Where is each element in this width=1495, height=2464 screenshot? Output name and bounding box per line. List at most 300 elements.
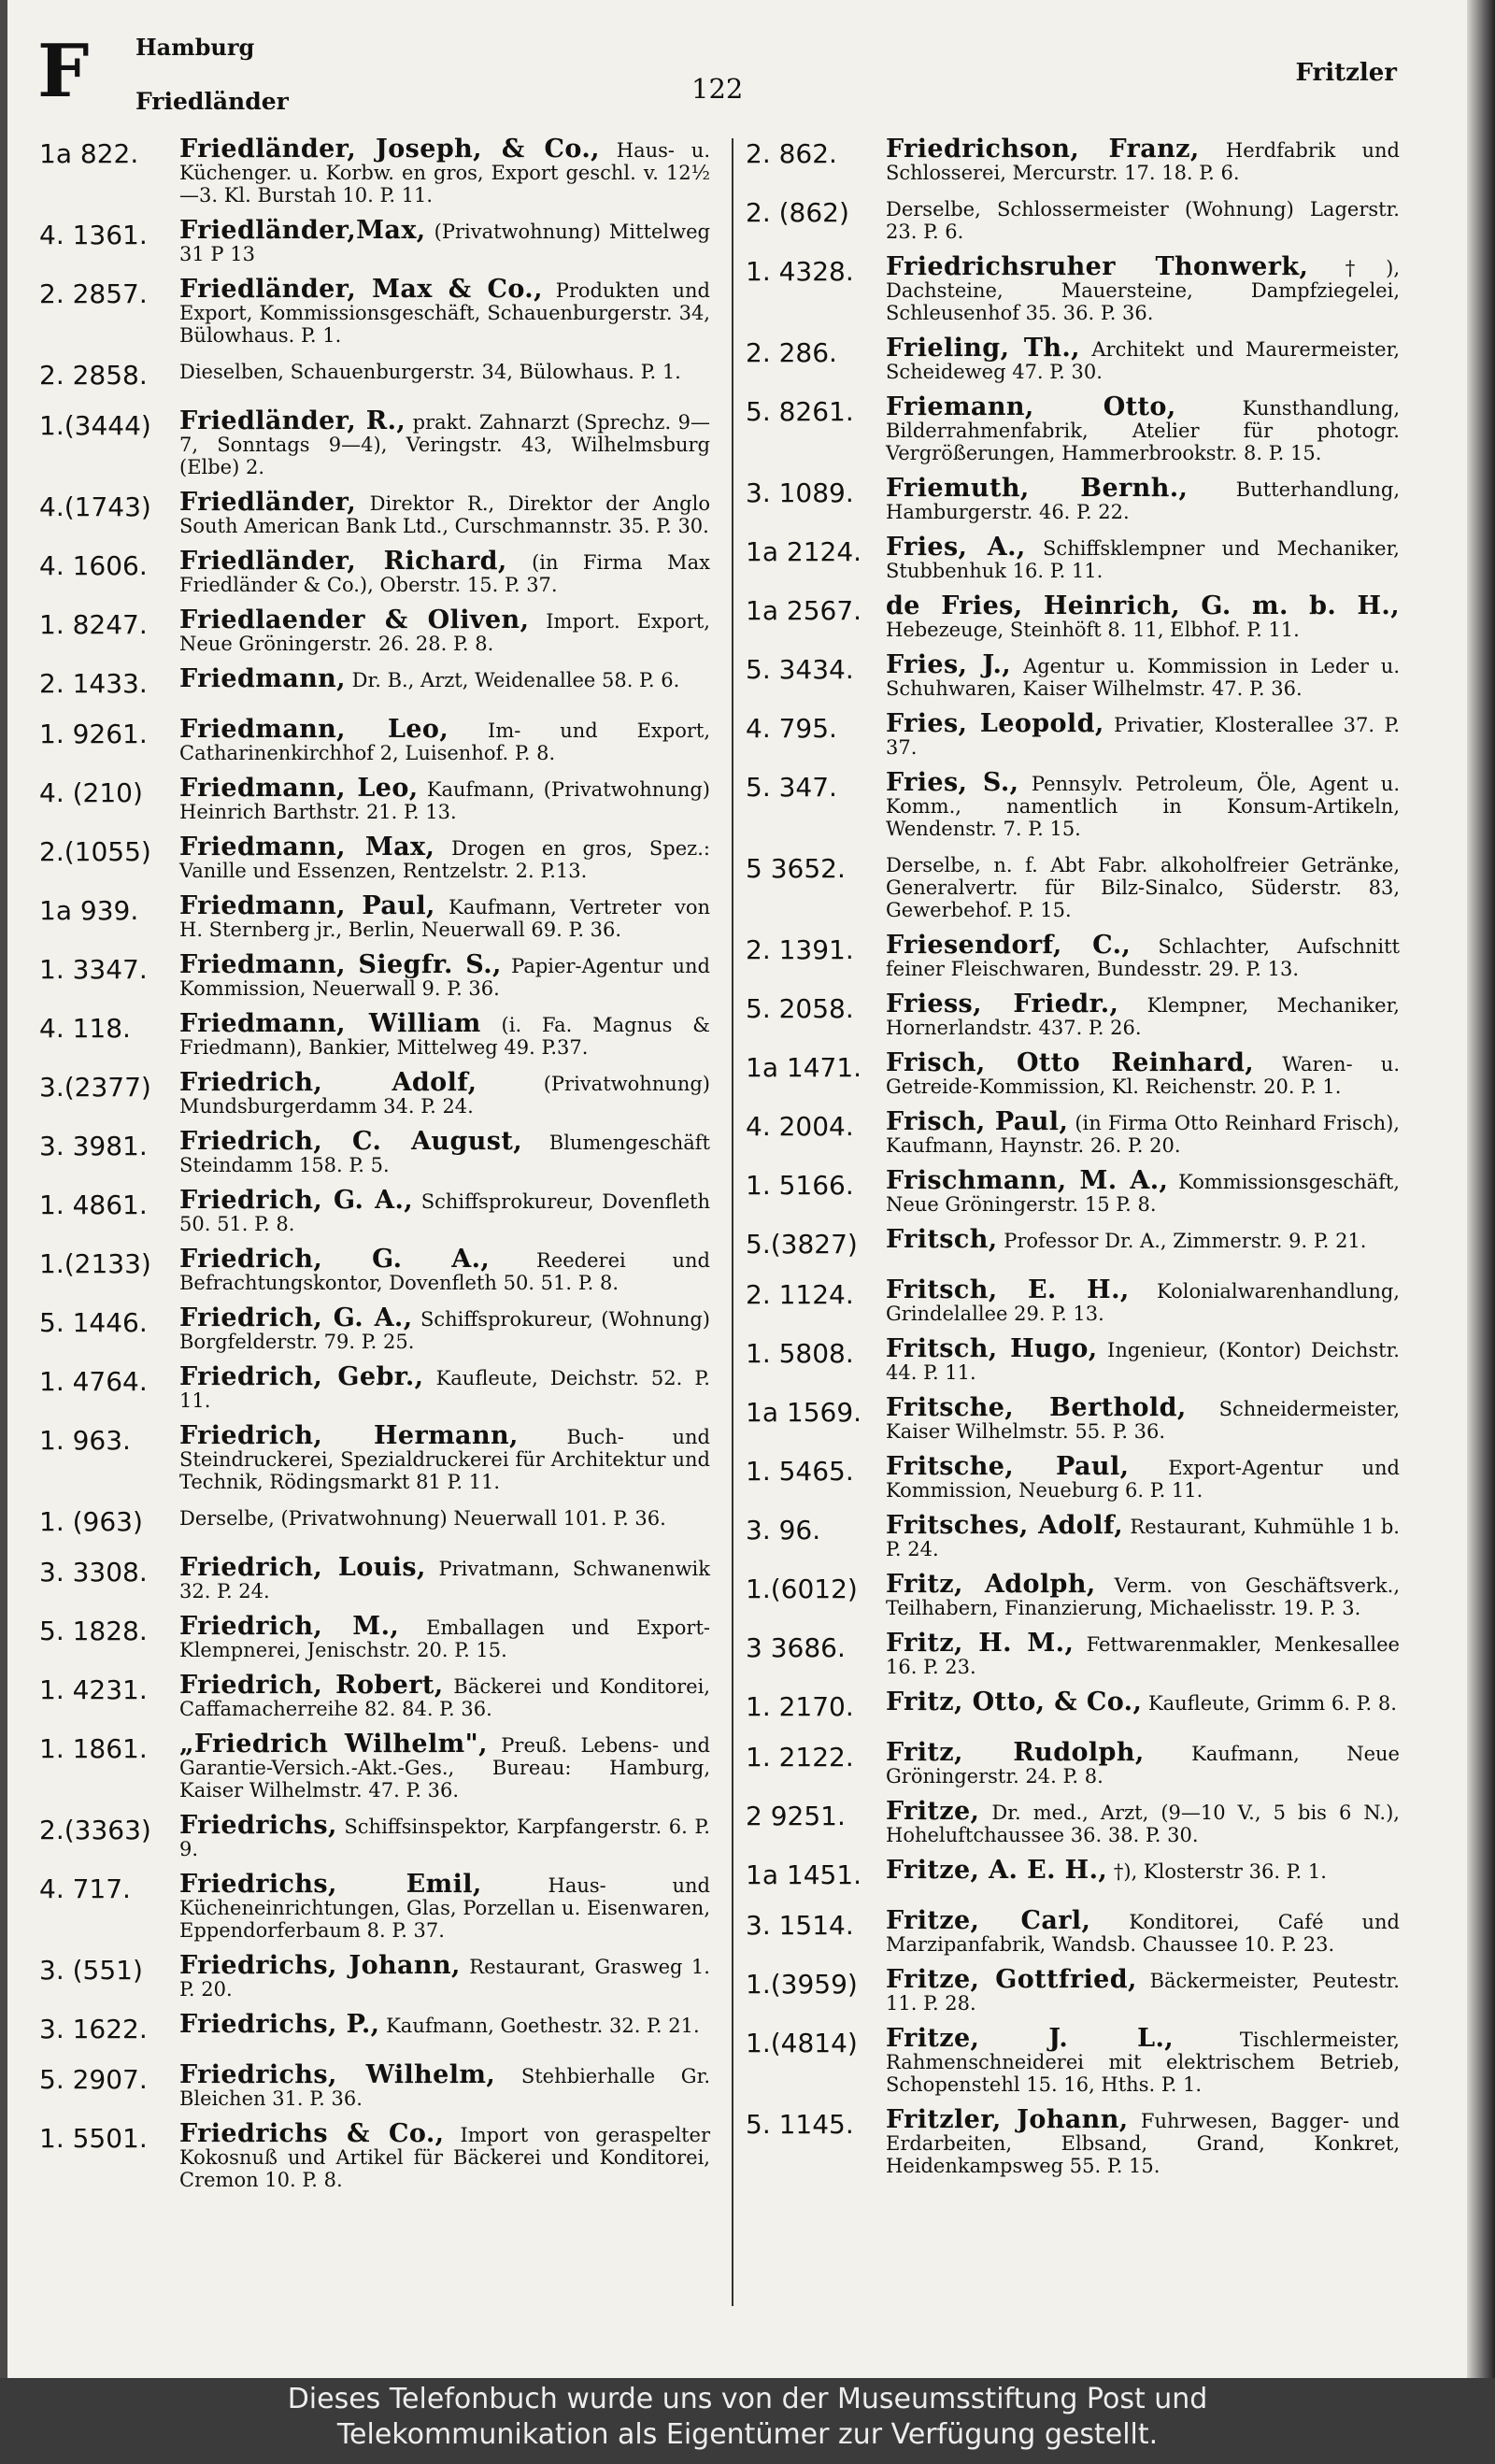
directory-entry: [39, 1671, 710, 1720]
entry-details: Kolonialwarenhandlung, Grindelallee 29. P. 13.: [886, 1280, 1400, 1325]
entry-name: Friedländer, R.,: [179, 406, 406, 435]
entry-text: [886, 1225, 1400, 1254]
entry-details: Professor Dr. A., Zimmerstr. 9. P. 21.: [1004, 1230, 1367, 1252]
phone-number: 1. 4328.: [746, 256, 854, 287]
entry-name: Friedländer,Max,: [179, 216, 426, 245]
entry-details: Stehbierhalle Gr. Bleichen 31. P. 36.: [179, 2065, 710, 2110]
entry-text: [179, 135, 710, 207]
entry-details: Dieselben, Schauenburgerstr. 34, Bülowhaus. P. 1.: [179, 361, 681, 383]
entry-text: [179, 1553, 710, 1602]
directory-entry: [39, 547, 710, 596]
entry-details: Restaurant, Kuhmühle 1 b. P. 24.: [886, 1516, 1400, 1560]
phone-number: 3. (551): [39, 1955, 143, 1986]
entry-text: [179, 1506, 710, 1530]
directory-entry: [746, 1225, 1400, 1266]
entry-details: Produkten und Export, Kommissionsgeschäft, Schauenburgerstr. 34, Bülowhaus. P. 1.: [179, 279, 710, 347]
entry-name: Frisch, Paul,: [886, 1107, 1069, 1136]
phone-number: 1.(6012): [746, 1574, 858, 1604]
phone-number: 1. 2170.: [746, 1691, 854, 1722]
entry-details: Privatmann, Schwanenwik 32. P. 24.: [179, 1558, 710, 1602]
entry-details: Klempner, Mechaniker, Hornerlandstr. 437. P. 26.: [886, 994, 1400, 1039]
entry-details: Import. Export, Neue Gröningerstr. 26. 28. P. 8.: [179, 610, 710, 655]
phone-number: 4. (210): [39, 777, 143, 808]
entry-text: [886, 990, 1400, 1039]
directory-entry: [39, 1506, 710, 1544]
directory-entry: [746, 1166, 1400, 1216]
phone-number: 1. 963.: [39, 1425, 131, 1456]
footer-notice: [0, 2378, 1495, 2464]
entry-details: (Privatwohnung) Mittelweg 31 P 13: [179, 221, 710, 265]
entry-name: Friedrich, G. A.,: [179, 1303, 413, 1332]
entry-details: Waren- u. Getreide-Kommission, Kl. Reichenstr. 20. P. 1.: [886, 1053, 1400, 1098]
entry-text: [886, 1511, 1400, 1560]
entry-name: Friedrichs, P.,: [179, 2010, 380, 2039]
right-column: [746, 135, 1400, 2190]
directory-entry: [39, 275, 710, 347]
phone-number: 1a 1451.: [746, 1859, 862, 1890]
entry-name: Friedrich, G. A.,: [179, 1245, 491, 1274]
entry-details: Derselbe, Schlossermeister (Wohnung) Lagerstr. 23. P. 6.: [886, 198, 1400, 243]
directory-entry: [746, 1275, 1400, 1325]
entry-name: Friedrich, Louis,: [179, 1553, 426, 1582]
directory-entry: [746, 853, 1400, 921]
phone-number: 3 3686.: [746, 1632, 846, 1663]
phone-number: 3. 1514.: [746, 1910, 854, 1941]
entry-text: [179, 216, 710, 265]
entry-details: Schlachter, Aufschnitt feiner Fleischwaren, Bundesstr. 29. P. 13.: [886, 935, 1400, 980]
entry-name: Friemann, Otto,: [886, 392, 1176, 421]
phone-number: 2 9251.: [746, 1801, 846, 1831]
entry-name: Friedmann, William: [179, 1009, 481, 1038]
entry-name: „Friedrich Wilhelm",: [179, 1730, 488, 1759]
entry-details: Schiffsprokureur, (Wohnung) Borgfelderstr. 79. P. 25.: [179, 1308, 711, 1353]
entry-name: Friedrichs, Emil,: [179, 1870, 482, 1899]
entry-details: (in Firma Otto Reinhard Frisch), Kaufmann, Haynstr. 26. P. 20.: [886, 1112, 1400, 1157]
entry-text: [179, 1245, 711, 1294]
entry-details: Kaufleute, Grimm 6. P. 8.: [1147, 1692, 1397, 1715]
section-letter: F: [37, 29, 90, 114]
directory-entry: [39, 1009, 710, 1059]
phone-number: 1. (963): [39, 1506, 143, 1537]
phone-number: 5. 1446.: [39, 1307, 148, 1338]
entry-name: Friesendorf, C.,: [886, 931, 1132, 960]
directory-entry: [39, 2060, 710, 2110]
entry-name: Fries, S.,: [886, 768, 1019, 797]
directory-entry: [746, 1965, 1400, 2015]
phone-number: 5. 347.: [746, 772, 837, 803]
entry-name: Friedlaender & Oliven,: [179, 605, 530, 634]
directory-entry: [746, 1797, 1400, 1846]
entry-text: [886, 931, 1400, 980]
entry-text: [886, 1107, 1400, 1157]
directory-entry: [746, 990, 1400, 1039]
entry-details: Kaufmann, (Privatwohnung) Heinrich Barthstr. 21. P. 13.: [179, 778, 710, 823]
phone-number: 3. 1089.: [746, 477, 854, 508]
entry-text: [886, 650, 1400, 700]
entry-text: [179, 950, 710, 1000]
footer-line-1: Dieses Telefonbuch wurde uns von der Museumsstiftung Post und: [287, 2383, 1208, 2415]
directory-entry: [746, 931, 1400, 980]
directory-entry: [39, 891, 710, 941]
phone-number: 4. 1606.: [39, 550, 148, 581]
entry-details: Papier-Agentur und Kommission, Neuerwall 9. P. 36.: [179, 955, 710, 1000]
entry-name: Friedmann, Siegfr. S.,: [179, 950, 502, 979]
entry-text: [179, 1951, 710, 2001]
entry-name: Friedrichs & Co.,: [179, 2119, 445, 2148]
phone-number: 1. 4861.: [39, 1189, 148, 1220]
phone-number: 5. 2907.: [39, 2064, 148, 2095]
entry-details: Hebezeuge, Steinhöft 8. 11, Elbhof. P. 11.: [886, 619, 1300, 641]
directory-entry: [39, 1421, 710, 1493]
entry-text: [886, 197, 1400, 243]
footer-line-2: Telekommunikation als Eigentümer zur Verfügung gestellt.: [336, 2418, 1159, 2451]
header-last-name: Fritzler: [1295, 59, 1397, 87]
entry-text: [886, 2105, 1400, 2177]
entry-name: Fritze, Gottfried,: [886, 1965, 1137, 1994]
entry-details: Butterhandlung, Hamburgerstr. 46. P. 22.: [886, 478, 1400, 523]
entry-details: Reederei und Befrachtungskontor, Dovenfleth 50. 51. P. 8.: [179, 1249, 711, 1294]
entry-text: [179, 547, 710, 596]
phone-number: 5. 1828.: [39, 1616, 148, 1646]
entry-text: [179, 664, 710, 693]
directory-entry: [39, 1870, 710, 1942]
entry-details: Import von geraspelter Kokosnuß und Artikel für Bäckerei und Konditorei, Cremon 10. P. 8.: [179, 2124, 710, 2191]
entry-name: Friess, Friedr.,: [886, 990, 1119, 1018]
phone-number: 1.(2133): [39, 1248, 151, 1279]
entry-text: [886, 1797, 1400, 1846]
entry-text: [179, 1009, 710, 1059]
entry-name: Friedländer, Joseph, & Co.,: [179, 135, 600, 164]
directory-entry: [746, 1738, 1400, 1787]
entry-text: [886, 1570, 1400, 1619]
entry-details: Preuß. Lebens- und Garantie-Versich.-Akt.-Ges., Bureau: Hamburg, Kaiser Wilhelmstr. 47. P. 36.: [179, 1734, 710, 1802]
directory-entry: [39, 664, 710, 705]
entry-text: [179, 1671, 710, 1720]
entry-name: Fritsche, Berthold,: [886, 1393, 1187, 1422]
entry-name: Friedrich, Robert,: [179, 1671, 444, 1700]
phone-number: 1. 5808.: [746, 1338, 854, 1369]
phone-number: 4. 2004.: [746, 1111, 854, 1142]
directory-entry: [39, 2119, 710, 2191]
phone-number: 3. 96.: [746, 1515, 821, 1545]
entry-details: Ingenieur, (Kontor) Deichstr. 44. P. 11.: [886, 1339, 1400, 1384]
entry-name: Fritz, Adolph,: [886, 1570, 1096, 1599]
entry-text: [179, 1362, 710, 1412]
entry-text: [886, 1275, 1400, 1325]
directory-entry: [39, 1730, 710, 1802]
phone-number: 4. 717.: [39, 1873, 131, 1904]
entry-details: Haus- u. Küchenger. u. Korbw. en gros, Export geschl. v. 12½—3. Kl. Burstah 10. P. 11.: [179, 139, 710, 207]
directory-entry: [746, 1629, 1400, 1678]
entry-text: [179, 1068, 710, 1118]
directory-entry: [39, 950, 710, 1000]
entry-details: Fettwarenmakler, Menkesallee 16. P. 23.: [886, 1633, 1400, 1678]
entry-details: Restaurant, Grasweg 1. P. 20.: [179, 1956, 710, 2001]
directory-entry: [746, 135, 1400, 184]
entry-text: [886, 135, 1400, 184]
phone-number: 2. 862.: [746, 138, 837, 169]
phone-number: 1a 1471.: [746, 1052, 862, 1083]
entry-text: [179, 715, 710, 764]
phone-number: 3. 3308.: [39, 1557, 148, 1588]
directory-entry: [746, 533, 1400, 582]
directory-entry: [746, 2024, 1400, 2096]
entry-details: Verm. von Geschäftsverk., Teilhabern, Finanzierung, Michaelisstr. 19. P. 3.: [886, 1574, 1400, 1619]
entry-details: (in Firma Max Friedländer & Co.), Oberstr. 15. P. 37.: [179, 551, 710, 596]
phone-number: 5.(3827): [746, 1229, 858, 1260]
directory-entry: [39, 1303, 711, 1353]
directory-entry: [39, 1127, 710, 1176]
entry-details: Kunsthandlung, Bilderrahmenfabrik, Atelier für photogr. Vergrößerungen, Hammerbrookstr. 8. P. 15.: [886, 397, 1400, 464]
phone-number: 1. 9261.: [39, 719, 148, 749]
entry-text: [886, 533, 1400, 582]
entry-text: [886, 768, 1400, 840]
entry-name: Friedrichs,: [179, 1811, 337, 1840]
header-first-name: Friedländer: [135, 88, 289, 115]
directory-entry: [39, 1951, 710, 2001]
phone-number: 1. 1861.: [39, 1733, 148, 1764]
entry-name: Friedrich, Adolf,: [179, 1068, 477, 1097]
directory-entry: [746, 1452, 1400, 1502]
entry-details: Kaufmann, Vertreter von H. Sternberg jr., Berlin, Neuerwall 69. P. 36.: [179, 896, 710, 941]
entry-name: Fritsche, Paul,: [886, 1452, 1130, 1481]
entry-details: Fuhrwesen, Bagger- und Erdarbeiten, Elbsand, Grand, Konkret, Heidenkampsweg 55. P. 15.: [886, 2110, 1400, 2177]
directory-entry: [39, 715, 710, 764]
directory-entry: [39, 833, 710, 882]
phone-number: 1a 822.: [39, 138, 139, 169]
directory-entry: [746, 197, 1400, 243]
entry-details: Tischlermeister, Rahmenschneiderei mit elektrischem Betrieb, Schopenstehl 15. 16, Hths. P. 1.: [886, 2029, 1400, 2096]
phone-number: 1a 2567.: [746, 595, 862, 626]
entry-details: Kommissionsgeschäft, Neue Gröningerstr. 15 P. 8.: [886, 1171, 1400, 1216]
entry-text: [179, 1730, 710, 1802]
entry-name: Fritze, A. E. H.,: [886, 1856, 1108, 1885]
phone-number: 2. 2857.: [39, 278, 148, 309]
directory-entry: [746, 392, 1400, 464]
phone-number: 3. 1622.: [39, 2014, 148, 2044]
entry-details: Direktor R., Direktor der Anglo South American Bank Ltd., Curschmannstr. 35. P. 30.: [179, 492, 710, 537]
header-city: Hamburg: [135, 34, 255, 61]
entry-name: Friedmann, Max,: [179, 833, 435, 862]
phone-number: 2. 1391.: [746, 934, 854, 965]
phone-number: 1. 8247.: [39, 609, 148, 640]
phone-number: 5. 1145.: [746, 2109, 854, 2140]
entry-name: Friedmann, Leo,: [179, 774, 419, 803]
entry-name: Friedländer, Max & Co.,: [179, 275, 543, 304]
phone-number: 2.(3363): [39, 1815, 151, 1845]
directory-entry: [39, 1362, 710, 1412]
entry-name: Friedrichs, Johann,: [179, 1951, 461, 1980]
directory-entry: [39, 216, 710, 265]
phone-number: 3. 3981.: [39, 1131, 148, 1161]
entry-text: [179, 1811, 710, 1860]
directory-entry: [39, 135, 710, 207]
entry-name: de Fries, Heinrich, G. m. b. H.,: [886, 591, 1400, 620]
entry-text: [179, 360, 710, 383]
entry-text: [886, 1906, 1400, 1956]
entry-details: Export-Agentur und Kommission, Neueburg 6. P. 11.: [886, 1457, 1400, 1502]
phone-number: 1. 4231.: [39, 1674, 148, 1705]
phone-number: 4. 118.: [39, 1013, 131, 1044]
entry-text: [886, 1048, 1400, 1098]
entry-text: [179, 275, 710, 347]
entry-text: [179, 833, 710, 882]
entry-text: [179, 406, 711, 478]
entry-name: Fritzler, Johann,: [886, 2105, 1129, 2134]
entry-text: [179, 2119, 710, 2191]
entry-text: [179, 1870, 710, 1942]
phone-number: 1. 5465.: [746, 1456, 854, 1487]
directory-entry: [39, 1612, 711, 1661]
directory-entry: [746, 1107, 1400, 1157]
phone-number: 4. 795.: [746, 713, 837, 744]
entry-name: Frischmann, M. A.,: [886, 1166, 1169, 1195]
entry-details: Kaufmann, Neue Gröningerstr. 24. P. 8.: [886, 1743, 1400, 1787]
entry-text: [886, 334, 1400, 383]
phone-number: 5 3652.: [746, 853, 846, 884]
entry-text: [179, 1127, 710, 1176]
phone-number: 4. 1361.: [39, 220, 148, 250]
entry-text: [179, 1303, 711, 1353]
phone-number: 5. 2058.: [746, 993, 854, 1024]
directory-entry: [39, 2010, 710, 2051]
entry-details: †), Klosterstr 36. P. 1.: [1113, 1860, 1327, 1883]
entry-details: Blumengeschäft Steindamm 158. P. 5.: [179, 1132, 710, 1176]
directory-entry: [746, 591, 1400, 641]
directory-entry: [746, 768, 1400, 840]
phone-number: 4.(1743): [39, 491, 151, 522]
entry-text: [179, 774, 710, 823]
entry-text: [886, 1738, 1400, 1787]
entry-details: Privatier, Klosterallee 37. P. 37.: [886, 714, 1400, 759]
entry-text: [886, 1452, 1400, 1502]
entry-name: Friedrich, M.,: [179, 1612, 400, 1641]
directory-entry: [39, 1553, 710, 1602]
directory-entry: [746, 1688, 1400, 1729]
directory-entry: [746, 650, 1400, 700]
entry-text: [886, 1688, 1400, 1716]
entry-details: Herdfabrik und Schlosserei, Mercurstr. 17. 18. P. 6.: [886, 139, 1400, 184]
entry-details: Bäckermeister, Peutestr. 11. P. 28.: [886, 1970, 1400, 2015]
entry-text: [179, 891, 710, 941]
entry-text: [179, 1186, 710, 1235]
phone-number: 2. 1124.: [746, 1279, 854, 1310]
entry-details: (i. Fa. Magnus & Friedmann), Bankier, Mittelweg 49. P.37.: [179, 1014, 710, 1059]
entry-details: Buch- und Steindruckerei, Spezialdruckerei für Architektur und Technik, Rödingsmarkt 81 P. 11.: [179, 1426, 710, 1493]
entry-details: Architekt und Maurermeister, Scheideweg 47. P. 30.: [886, 338, 1400, 383]
entry-name: Fritze, Carl,: [886, 1906, 1091, 1935]
entry-details: (Privatwohnung) Mundsburgerdamm 34. P. 24.: [179, 1073, 710, 1118]
entry-details: Haus- und Kücheneinrichtungen, Glas, Porzellan u. Eisenwaren, Eppendorferbaum 8. P. 37.: [179, 1874, 710, 1942]
entry-text: [886, 1856, 1400, 1885]
phone-number: 2. (862): [746, 197, 849, 228]
entry-name: Friemuth, Bernh.,: [886, 474, 1189, 503]
directory-entry: [39, 1186, 710, 1235]
entry-text: [886, 709, 1400, 759]
entry-name: Friedmann,: [179, 664, 346, 693]
entry-details: Derselbe, (Privatwohnung) Neuerwall 101. P. 36.: [179, 1507, 666, 1530]
phone-number: 1. 5501.: [39, 2123, 148, 2154]
entry-name: Fritsch,: [886, 1225, 998, 1254]
entry-text: [886, 1166, 1400, 1216]
entry-name: Fries, J.,: [886, 650, 1012, 679]
entry-details: Kaufmann, Goethestr. 32. P. 21.: [386, 2015, 700, 2037]
entry-details: Konditorei, Café und Marzipanfabrik, Wandsb. Chaussee 10. P. 23.: [886, 1911, 1400, 1956]
entry-name: Frieling, Th.,: [886, 334, 1080, 363]
entry-text: [886, 591, 1400, 641]
directory-entry: [746, 1048, 1400, 1098]
entry-details: Pennsylv. Petroleum, Öle, Agent u. Komm., namentlich in Konsum-Artikeln, Wendenstr. 7. P. 15.: [886, 773, 1400, 840]
entry-text: [179, 605, 710, 655]
entry-text: [179, 1421, 710, 1493]
phone-number: 1a 2124.: [746, 536, 862, 567]
entry-details: prakt. Zahnarzt (Sprechz. 9—7, Sonntags 9—4), Veringstr. 43, Wilhelmsburg (Elbe) 2.: [179, 411, 711, 478]
entry-details: Bäckerei und Konditorei, Caffamacherreihe 82. 84. P. 36.: [179, 1675, 710, 1720]
directory-entry: [746, 1906, 1400, 1956]
left-column: [39, 135, 711, 2204]
directory-entry: [746, 334, 1400, 383]
entry-name: Friedmann, Paul,: [179, 891, 435, 920]
entry-details: Schiffsinspektor, Karpfangerstr. 6. P. 9.: [179, 1816, 710, 1860]
entry-text: [886, 853, 1400, 921]
entry-name: Friedrichsruher Thonwerk,: [886, 252, 1309, 281]
entry-name: Frisch, Otto Reinhard,: [886, 1048, 1255, 1077]
entry-details: †), Dachsteine, Mauersteine, Dampfziegelei, Schleusenhof 35. 36. P. 36.: [886, 257, 1400, 324]
entry-name: Friedländer, Richard,: [179, 547, 507, 576]
directory-entry: [39, 360, 710, 397]
phone-number: 5. 8261.: [746, 396, 854, 427]
entry-name: Friedrich, Hermann,: [179, 1421, 519, 1450]
phone-number: 1a 939.: [39, 895, 139, 926]
phone-number: 1a 1569.: [746, 1397, 862, 1428]
directory-entry: [746, 1334, 1400, 1384]
directory-entry: [746, 1511, 1400, 1560]
entry-details: Kaufleute, Deichstr. 52. P. 11.: [179, 1367, 710, 1412]
entry-name: Fritz, Rudolph,: [886, 1738, 1145, 1767]
phone-number: 1. 2122.: [746, 1742, 854, 1773]
entry-name: Fritsches, Adolf,: [886, 1511, 1124, 1540]
column-divider: [732, 138, 733, 2306]
entry-details: Drogen en gros, Spez.: Vanille und Essenzen, Rentzelstr. 2. P.13.: [179, 837, 710, 882]
entry-name: Friedrich, Gebr.,: [179, 1362, 424, 1391]
entry-text: [179, 488, 710, 537]
directory-entry: [39, 488, 710, 537]
entry-name: Friedrich, G. A.,: [179, 1186, 414, 1215]
phone-number: 5. 3434.: [746, 654, 854, 685]
directory-entry: [39, 1811, 710, 1860]
directory-entry: [746, 474, 1400, 523]
entry-name: Fries, A.,: [886, 533, 1026, 562]
directory-entry: [39, 774, 710, 823]
entry-text: [886, 1965, 1400, 2015]
entry-details: Schneidermeister, Kaiser Wilhelmstr. 55. P. 36.: [886, 1398, 1400, 1443]
entry-name: Friedrichs, Wilhelm,: [179, 2060, 496, 2089]
directory-entry: [746, 1856, 1400, 1897]
entry-text: [886, 474, 1400, 523]
phone-number: 1.(4814): [746, 2028, 858, 2058]
phone-number: 2. 1433.: [39, 668, 148, 699]
entry-name: Fritsch, E. H.,: [886, 1275, 1130, 1304]
directory-entry: [39, 605, 710, 655]
directory-entry: [746, 709, 1400, 759]
phone-number: 2.(1055): [39, 836, 151, 867]
directory-entry: [39, 1068, 710, 1118]
page-number: 122: [691, 73, 744, 105]
entry-name: Friedrichson, Franz,: [886, 135, 1200, 164]
entry-name: Friedländer,: [179, 488, 357, 517]
entry-text: [886, 1393, 1400, 1443]
page-edge-right: [1467, 0, 1495, 2378]
